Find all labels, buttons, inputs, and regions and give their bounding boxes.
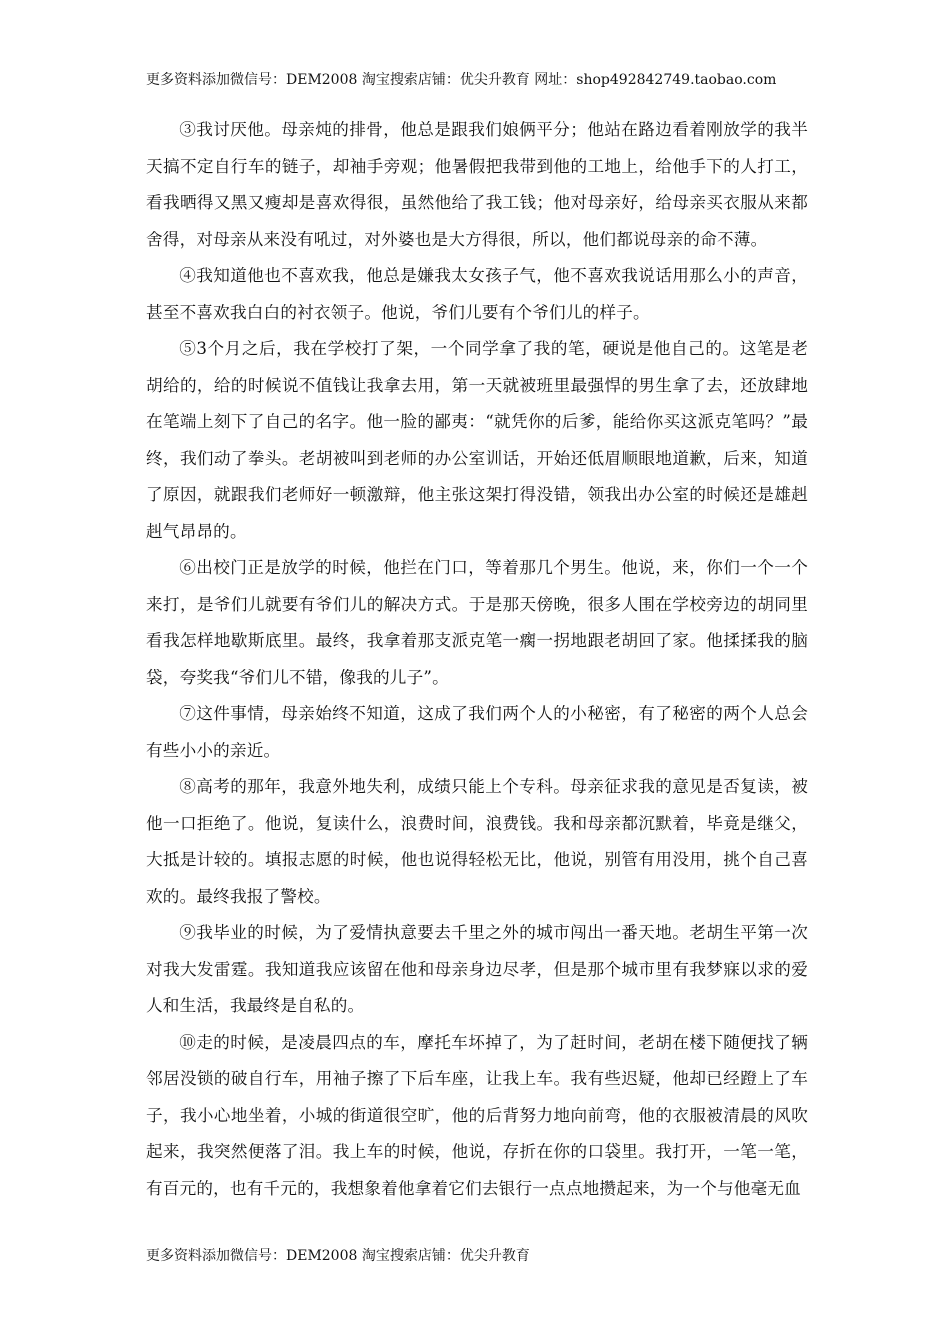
page-footer: 更多资料添加微信号：DEM2008 淘宝搜索店铺：优尖升教育 — [146, 1248, 530, 1264]
paragraph-4: ④我知道他也不喜欢我，他总是嫌我太女孩子气，他不喜欢我说话用那么小的声音，甚至不喜欢我白白的衬衣领子。他说，爷们儿要有个爷们儿的样子。 — [146, 266, 808, 322]
article-body — [146, 112, 808, 1207]
paragraph-7: ⑦这件事情，母亲始终不知道，这成了我们两个人的小秘密，有了秘密的两个人总会有些小小的亲近。 — [146, 704, 808, 760]
paragraph-9: ⑨我毕业的时候，为了爱情执意要去千里之外的城市闯出一番天地。老胡生平第一次对我大发雷霆。我知道我应该留在他和母亲身边尽孝，但是那个城市里有我梦寐以求的爱人和生活，我最终是自私的。 — [146, 923, 808, 1015]
paragraph-6: ⑥出校门正是放学的时候，他拦在门口，等着那几个男生。他说，来，你们一个一个来打，是爷们儿就要有爷们儿的解决方式。于是那天傍晚，很多人围在学校旁边的胡同里看我怎样地歇斯底里。最终，我拿着那支派克笔一瘸一拐地跟老胡回了家。他揉揉我的脑袋，夸奖我“爷们儿不错，像我的儿子”。 — [146, 558, 808, 687]
paragraph-10: ⑩走的时候，是凌晨四点的车，摩托车坏掉了，为了赶时间，老胡在楼下随便找了辆邻居没锁的破自行车，用袖子擦了下后车座，让我上车。我有些迟疑，他却已经蹬上了车子，我小心地坐着，小城的街道很空旷，他的后背努力地向前弯，他的衣服被清晨的风吹起来，我突然便落了泪。我上车的时候，他说，存折在你的口袋里。我打开，一笔一笔，有百元的，也有千元的，我想象着他拿着它们去银行一点点地攒起来，为一个与他毫无血 — [146, 1032, 808, 1198]
paragraph-3: ③我讨厌他。母亲炖的排骨，他总是跟我们娘俩平分；他站在路边看着刚放学的我半天搞不定自行车的链子，却袖手旁观；他暑假把我带到他的工地上，给他手下的人打工，看我晒得又黑又瘦却是喜欢得很，虽然他给了我工钱；他对母亲好，给母亲买衣服从来都舍得，对母亲从来没有吼过，对外婆也是大方得很，所以，他们都说母亲的命不薄。 — [146, 120, 808, 249]
paragraph-5: ⑤3个月之后，我在学校打了架，一个同学拿了我的笔，硬说是他自己的。这笔是老胡给的，给的时候说不值钱让我拿去用，第一天就被班里最强悍的男生拿了去，还放肆地在笔端上刻下了自己的名字。他一脸的鄙夷：“就凭你的后爹，能给你买这派克笔吗？”最终，我们动了拳头。老胡被叫到老师的办公室训话，开始还低眉顺眼地道歉，后来，知道了原因，就跟我们老师好一顿激辩，他主张这架打得没错，领我出办公室的时候还是雄赳赳气昂昂的。 — [146, 339, 808, 541]
paragraph-8: ⑧高考的那年，我意外地失利，成绩只能上个专科。母亲征求我的意见是否复读，被他一口拒绝了。他说，复读什么，浪费时间，浪费钱。我和母亲都沉默着，毕竟是继父，大抵是计较的。填报志愿的时候，他也说得轻松无比，他说，别管有用没用，挑个自己喜欢的。最终我报了警校。 — [146, 777, 808, 906]
page-header: 更多资料添加微信号：DEM2008 淘宝搜索店铺：优尖升教育 网址：shop492842749.taobao.com — [146, 72, 777, 88]
